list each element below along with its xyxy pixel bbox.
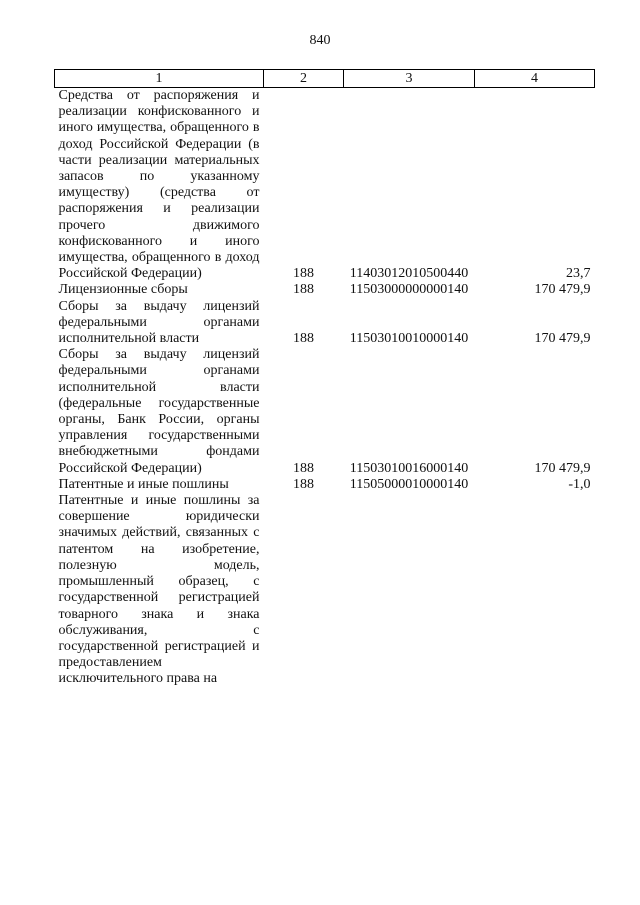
table-row [55, 282, 595, 298]
row-amount: -1,0 [568, 476, 591, 492]
row-admin-code: 188 [293, 476, 314, 492]
row-name: Сборы за выдачу лицензий федеральными органами исполнительной власти [58, 298, 260, 347]
row-amount: 170 479,9 [534, 331, 591, 347]
row-classification-code: 11503010016000140 [349, 460, 469, 476]
table-row [55, 88, 595, 283]
row-amount: 23,7 [566, 266, 591, 282]
row-name: Патентные и иные пошлины [58, 476, 229, 492]
table-header-row [55, 70, 595, 88]
row-name: Лицензионные сборы [58, 282, 188, 298]
row-name: Сборы за выдачу лицензий федеральными органами исполнительной власти (федеральные государственные органы, Банк России, органы управления государственными внебюджетными фондами Российской Федерации) [58, 347, 260, 476]
row-classification-code [344, 493, 475, 687]
row-admin-code: 188 [293, 331, 314, 347]
row-admin-code: 188 [293, 282, 314, 298]
page-number: 840 [309, 33, 331, 48]
row-admin-code [264, 493, 344, 687]
row-name: Средства от распоряжения и реализации конфискованного и иного имущества, обращенного в доход Российской Федерации (в части реализации материальных запасов по указанному имуществу) (средства от распоряжения и реализации прочего движимого конфискованного и иного имущества, обращенного в доход Российской Федерации) [58, 88, 260, 282]
budget-revenue-table [54, 69, 595, 688]
header-col-2: 2 [264, 70, 344, 88]
row-amount [475, 493, 595, 687]
table-row [55, 299, 595, 348]
header-col-3: 3 [344, 70, 475, 88]
header-col-4: 4 [475, 70, 595, 88]
row-amount: 170 479,9 [534, 282, 591, 298]
row-admin-code: 188 [293, 266, 314, 282]
table-row [55, 493, 595, 687]
table-row [55, 477, 595, 493]
row-classification-code: 11503000000000140 [349, 282, 469, 298]
row-admin-code: 188 [293, 460, 314, 476]
row-amount: 170 479,9 [534, 460, 591, 476]
row-name: Патентные и иные пошлины за совершение юридически значимых действий, связанных с патентом на изобретение, полезную модель, промышленный образец, с государственной регистрацией товарного знака и знака обслуживания, с государственной регистрацией и предоставлением исключительного права на [58, 493, 260, 687]
row-classification-code: 11403012010500440 [349, 266, 469, 282]
row-classification-code: 11503010010000140 [349, 331, 469, 347]
table-row [55, 347, 595, 477]
row-classification-code: 11505000010000140 [349, 476, 469, 492]
header-col-1: 1 [55, 70, 264, 88]
